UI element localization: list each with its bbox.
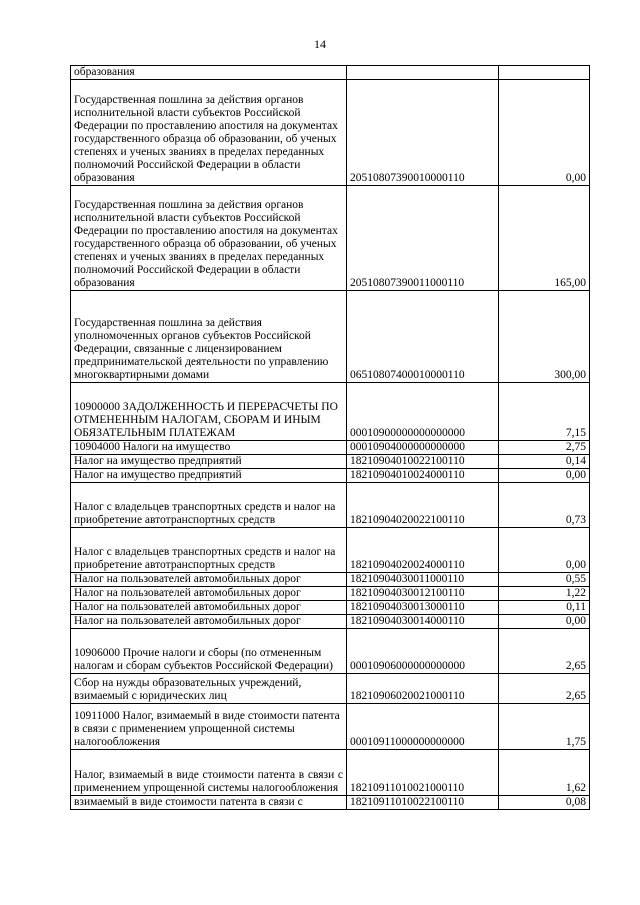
row-name: Государственная пошлина за действия органов исполнительной власти субъектов Российской Федерации по проставлению апостиля на документах государственного образца об образовании, об ученых степенях и ученых званиях в пределах переданных полномочий Российской Федерации в области образования — [71, 80, 347, 186]
table-row — [71, 483, 590, 528]
row-amount: 0,08 — [499, 796, 590, 810]
row-name: взимаемый в виде стоимости патента в связи с — [71, 796, 347, 810]
row-amount: 300,00 — [499, 291, 590, 383]
row-amount: 1,22 — [499, 587, 590, 601]
table-row — [71, 80, 590, 186]
row-name: 10904000 Налоги на имущество — [71, 441, 347, 455]
row-name: Налог с владельцев транспортных средств и налог на приобретение автотранспортных средств — [71, 528, 347, 573]
table-row — [71, 528, 590, 573]
row-code: 18210906020021000110 — [347, 674, 499, 704]
row-code: 18210911010021000110 — [347, 750, 499, 796]
table-row — [71, 469, 590, 483]
row-code: 18210904010024000110 — [347, 469, 499, 483]
row-code: 18210904030013000110 — [347, 601, 499, 615]
row-name: Государственная пошлина за действия уполномоченных органов субъектов Российской Федерации, связанные с лицензированием предпринимательской деятельности по управлению многоквартирными домами — [71, 291, 347, 383]
table-row — [71, 441, 590, 455]
row-code: 20510807390011000110 — [347, 186, 499, 291]
table-row — [71, 573, 590, 587]
table-row — [71, 291, 590, 383]
row-name: Налог на пользователей автомобильных дорог — [71, 573, 347, 587]
table-row — [71, 615, 590, 629]
table-row — [71, 383, 590, 441]
row-name: Налог на пользователей автомобильных дорог — [71, 587, 347, 601]
row-code: 00010911000000000000 — [347, 704, 499, 750]
row-name: Налог на имущество предприятий — [71, 469, 347, 483]
row-code: 18210911010022100110 — [347, 796, 499, 810]
row-name: 10900000 ЗАДОЛЖЕННОСТЬ И ПЕРЕРАСЧЕТЫ ПО ОТМЕНЕННЫМ НАЛОГАМ, СБОРАМ И ИНЫМ ОБЯЗАТЕЛЬНЫМ ПЛАТЕЖАМ — [71, 383, 347, 441]
row-amount: 0,00 — [499, 528, 590, 573]
row-amount: 165,00 — [499, 186, 590, 291]
table-row — [71, 704, 590, 750]
row-amount: 0,00 — [499, 615, 590, 629]
row-amount: 0,00 — [499, 469, 590, 483]
row-code — [347, 66, 499, 80]
row-code: 18210904030014000110 — [347, 615, 499, 629]
row-amount: 1,62 — [499, 750, 590, 796]
row-amount: 2,75 — [499, 441, 590, 455]
row-name: Налог на пользователей автомобильных дорог — [71, 601, 347, 615]
revenue-table — [70, 65, 590, 810]
table-row — [71, 601, 590, 615]
row-code: 18210904030011000110 — [347, 573, 499, 587]
table-row — [71, 455, 590, 469]
row-amount: 0,14 — [499, 455, 590, 469]
table-row — [71, 796, 590, 810]
row-code: 18210904030012100110 — [347, 587, 499, 601]
row-code: 18210904020024000110 — [347, 528, 499, 573]
table-row — [71, 587, 590, 601]
row-code: 00010900000000000000 — [347, 383, 499, 441]
row-code: 00010904000000000000 — [347, 441, 499, 455]
row-code: 00010906000000000000 — [347, 629, 499, 674]
table-row — [71, 186, 590, 291]
row-name: Налог, взимаемый в виде стоимости патента в связи с применением упрощенной системы налогообложения — [71, 750, 347, 796]
row-name: Налог с владельцев транспортных средств и налог на приобретение автотранспортных средств — [71, 483, 347, 528]
row-name: образования — [71, 66, 347, 80]
table-row — [71, 750, 590, 796]
row-code: 20510807390010000110 — [347, 80, 499, 186]
table-row — [71, 66, 590, 80]
row-code: 18210904020022100110 — [347, 483, 499, 528]
row-amount: 1,75 — [499, 704, 590, 750]
row-amount: 0,00 — [499, 80, 590, 186]
row-name: 10911000 Налог, взимаемый в виде стоимости патента в связи с применением упрощенной системы налогообложения — [71, 704, 347, 750]
table-row — [71, 629, 590, 674]
table-row — [71, 674, 590, 704]
row-amount: 7,15 — [499, 383, 590, 441]
row-name: Налог на пользователей автомобильных дорог — [71, 615, 347, 629]
row-name: Сбор на нужды образовательных учреждений, взимаемый с юридических лиц — [71, 674, 347, 704]
row-amount: 0,11 — [499, 601, 590, 615]
page-number: 14 — [314, 37, 326, 51]
row-amount — [499, 66, 590, 80]
row-amount: 2,65 — [499, 674, 590, 704]
row-amount: 2,65 — [499, 629, 590, 674]
row-name: Налог на имущество предприятий — [71, 455, 347, 469]
row-name: Государственная пошлина за действия органов исполнительной власти субъектов Российской Федерации по проставлению апостиля на документах государственного образца об образовании, об ученых степенях и ученых званиях в пределах переданных полномочий Российской Федерации в области образования — [71, 186, 347, 291]
row-amount: 0,55 — [499, 573, 590, 587]
row-name: 10906000 Прочие налоги и сборы (по отмененным налогам и сборам субъектов Российской Федерации) — [71, 629, 347, 674]
row-code: 18210904010022100110 — [347, 455, 499, 469]
row-amount: 0,73 — [499, 483, 590, 528]
row-code: 06510807400010000110 — [347, 291, 499, 383]
